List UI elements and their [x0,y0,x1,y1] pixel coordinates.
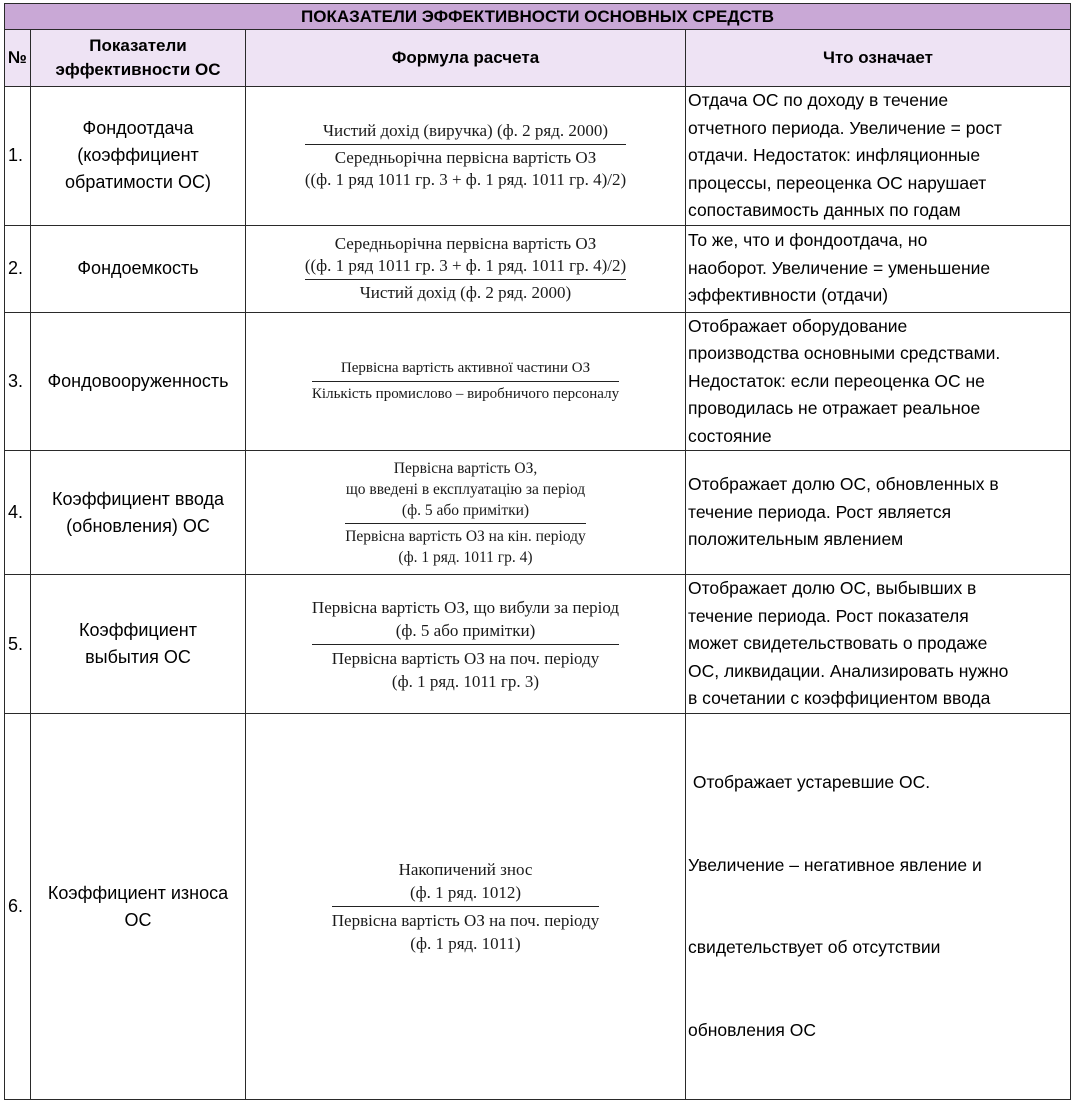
formula-cell [246,451,686,575]
meaning-cell [686,225,1071,312]
denominator-line: (ф. 1 ряд. 1011 гр. 4) [398,548,533,566]
formula-fraction [305,120,626,191]
meaning-line: Увеличение – негативное явление и [688,854,982,875]
name-line: обратимости ОС) [65,172,211,193]
name-line: Фондоемкость [77,258,199,278]
indicator-name [31,87,246,226]
denominator-line: Первісна вартість ОЗ на кін. періоду [345,527,586,545]
formula-cell [246,87,686,226]
fraction-bar [312,644,619,645]
table-row [5,575,1071,714]
table-row [5,312,1071,451]
title-row [5,4,1071,30]
meaning-line: свидетельствует об отсутствии [688,937,941,957]
numerator-line: Накопичений знос [398,860,533,879]
fraction-bar [305,279,626,280]
row-number: 2. [5,225,31,312]
header-indicator [31,30,246,87]
formula-fraction [332,858,599,955]
indicators-sheet [4,3,1070,1100]
numerator-line: Первісна вартість ОЗ, [393,459,538,477]
meaning-line: процессы, переоценка ОС нарушает [688,172,987,193]
meaning-line: То же, что и фондоотдача, но [688,230,928,251]
name-line: (обновления) ОС [66,515,210,536]
meaning-line: эффективности (отдачи) [688,285,889,306]
denominator-line: Кількість промислово – виробничого персоналу [311,385,620,402]
indicator-name [31,312,246,451]
meaning-line: отчетного периода. Увеличение = рост [688,117,1002,138]
denominator-line: ((ф. 1 ряд 1011 гр. 3 + ф. 1 ряд. 1011 гр. 4)/2) [304,170,627,190]
numerator-line: Середньорічна первісна вартість ОЗ [334,234,597,253]
formula-cell [246,312,686,451]
numerator-line: Чистий дохід (виручка) (ф. 2 ряд. 2000) [322,121,609,141]
meaning-line: положительным явлением [688,529,904,550]
meaning-line: состояние [688,425,772,446]
meaning-cell [686,714,1071,1100]
meaning-line: ОС, ликвидации. Анализировать нужно [688,660,1009,681]
denominator-line: (ф. 1 ряд. 1011) [410,934,521,953]
name-line: Фондоотдача [82,118,194,139]
fraction-bar [332,906,599,907]
row-number: 4. [5,451,31,575]
indicator-name [31,714,246,1100]
header-indicator-line: Показатели [89,36,187,55]
denominator-line: (ф. 1 ряд. 1011 гр. 3) [391,671,540,691]
denominator-line: Первісна вартість ОЗ на поч. періоду [331,648,600,668]
meaning-line: может свидетельствовать о продаже [688,633,988,654]
row-number: 5. [5,575,31,714]
header-num: № [5,30,31,87]
meaning-line: наоборот. Увеличение = уменьшение [688,257,991,278]
table-row [5,87,1071,226]
name-line: Коэффициент [79,620,197,640]
row-number: 6. [5,714,31,1100]
meaning-cell [686,87,1071,226]
numerator-line: (ф. 5 або примітки) [401,501,530,519]
formula-cell [246,225,686,312]
meaning-line: Недостаток: если переоценка ОС не [688,370,985,391]
table-row [5,714,1071,1100]
formula-fraction [305,233,626,304]
denominator-line: Первісна вартість ОЗ на поч. періоду [331,911,600,930]
numerator-line: що введені в експлуатацію за період [345,480,586,498]
meaning-line: в сочетании с коэффициентом ввода [688,688,991,709]
numerator-line: Первісна вартість ОЗ, що вибули за період [311,597,620,617]
formula-fraction [345,458,586,568]
formula-fraction [312,596,619,693]
meaning-cell [686,312,1071,451]
meaning-line: Отображает долю ОС, выбывших в [688,578,977,599]
name-line: Фондовооруженность [47,370,229,391]
indicator-name [31,225,246,312]
indicators-table [4,3,1071,1100]
formula-cell [246,714,686,1100]
table-row [5,451,1071,575]
name-line: (коэффициент [77,145,199,166]
meaning-cell [686,575,1071,714]
fraction-bar [305,144,626,145]
meaning-line: отдачи. Недостаток: инфляционные [688,145,981,165]
table-row [5,225,1071,312]
table-title: ПОКАЗАТЕЛИ ЭФФЕКТИВНОСТИ ОСНОВНЫХ СРЕДСТВ [5,4,1071,30]
indicator-name [31,451,246,575]
meaning-line: Отображает оборудование [688,315,908,336]
formula-cell [246,575,686,714]
formula-fraction [312,358,619,405]
header-meaning: Что означает [686,30,1071,87]
numerator-line: (ф. 5 або примітки) [395,620,536,640]
numerator-line: Первісна вартість активної частини ОЗ [340,359,591,376]
meaning-line: Отображает устаревшие ОС. [688,772,931,792]
meaning-line: проводилась не отражает реальное [688,398,981,418]
denominator-line: Чистий дохід (ф. 2 ряд. 2000) [359,283,572,302]
meaning-line: Отображает долю ОС, обновленных в [688,474,999,495]
row-number: 3. [5,312,31,451]
name-line: выбытия ОС [85,647,191,667]
name-line: ОС [124,909,152,930]
numerator-line: ((ф. 1 ряд 1011 гр. 3 + ф. 1 ряд. 1011 гр. 4)/2) [304,256,627,275]
meaning-cell [686,451,1071,575]
name-line: Коэффициент ввода [52,488,224,509]
numerator-line: (ф. 1 ряд. 1012) [409,883,522,902]
meaning-line: течение периода. Рост является [688,501,952,522]
indicator-name [31,575,246,714]
fraction-bar [345,523,586,524]
fraction-bar [312,381,619,382]
row-number: 1. [5,87,31,226]
header-row [5,30,1071,87]
header-formula: Формула расчета [246,30,686,87]
header-indicator-line: эффективности ОС [55,60,221,79]
meaning-line: сопоставимость данных по годам [688,200,961,220]
meaning-line: производства основными средствами. [688,343,1001,363]
meaning-line: течение периода. Рост показателя [688,605,969,626]
meaning-line: Отдача ОС по доходу в течение [688,90,949,110]
meaning-line: обновления ОС [688,1019,817,1040]
denominator-line: Середньорічна первісна вартість ОЗ [334,148,597,168]
name-line: Коэффициент износа [47,882,229,903]
